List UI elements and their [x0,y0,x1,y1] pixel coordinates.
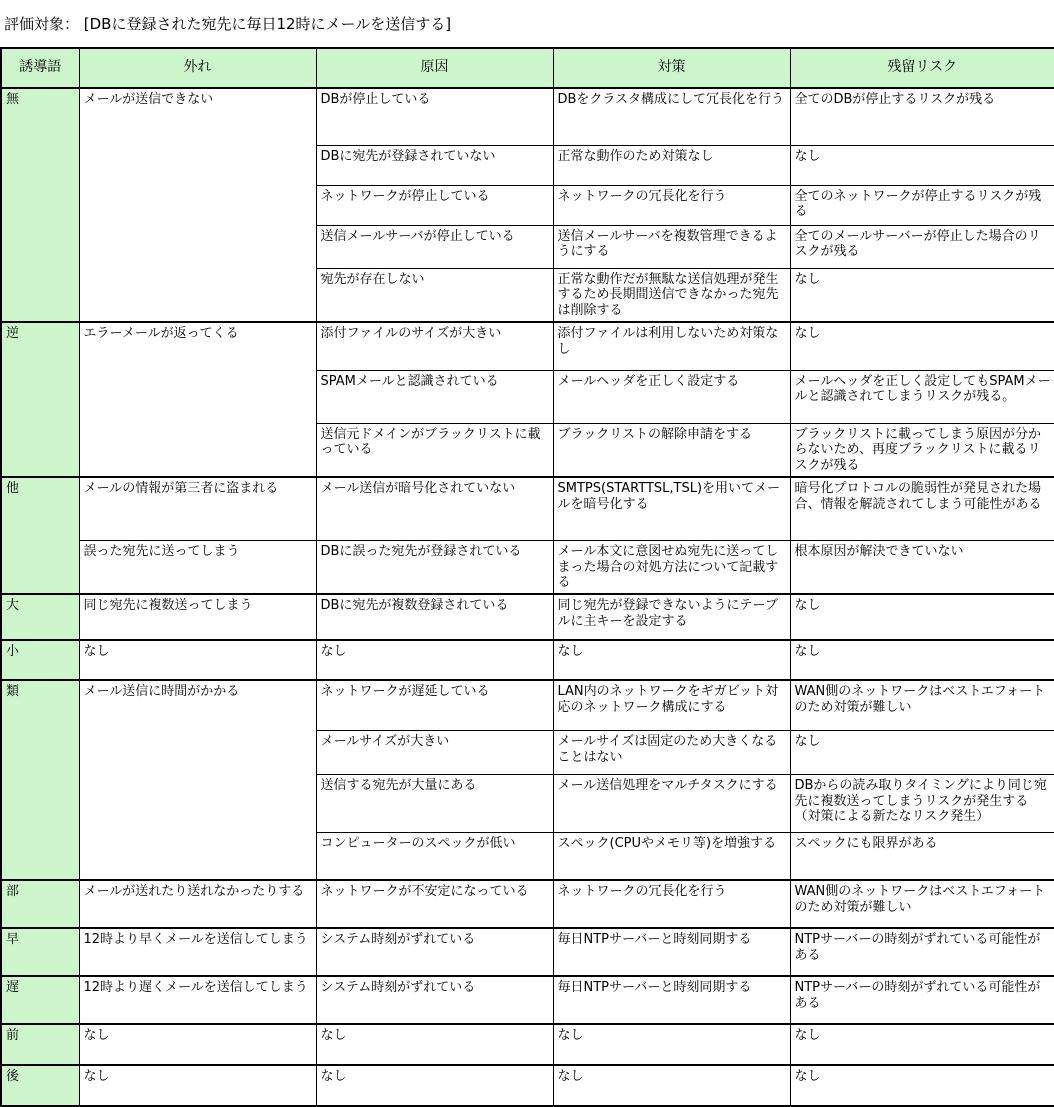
cell-cause: なし [316,640,553,680]
cell-cause: メール送信が暗号化されていない [316,477,553,540]
table-row [1,594,1054,640]
cell-cause: 送信メールサーバが停止している [316,225,553,268]
cell-cause: 添付ファイルのサイズが大きい [316,322,553,370]
cell-residual-risk: なし [790,145,1054,185]
cell-residual-risk: 根本原因が解決できていない [790,540,1054,594]
cell-residual-risk: なし [790,1065,1054,1106]
page-title: 評価対象： [DBに登録された宛先に毎日12時にメールを送信する] [4,15,452,33]
cell-guideword: 逆 [1,322,79,477]
table-row [1,976,1054,1024]
cell-deviation: メールの情報が第三者に盗まれる [79,477,316,540]
cell-measure: 送信メールサーバを複数管理できるようにする [553,225,790,268]
cell-residual-risk: WAN側のネットワークはベストエフォートのため対策が難しい [790,680,1054,730]
cell-residual-risk: なし [790,640,1054,680]
cell-guideword: 早 [1,928,79,976]
table-body [1,88,1054,1106]
cell-guideword: 大 [1,594,79,640]
cell-cause: なし [316,1065,553,1106]
table-header [1,48,1054,88]
table-row [1,1024,1054,1065]
cell-cause: ネットワークが遅延している [316,680,553,730]
cell-residual-risk: スペックにも限界がある [790,832,1054,880]
cell-deviation: エラーメールが返ってくる [79,322,316,477]
cell-measure: ブラックリストの解除申請をする [553,423,790,477]
table-row [1,928,1054,976]
column-header-deviation: 外れ [79,48,316,88]
cell-measure: なし [553,640,790,680]
cell-measure: メール本文に意図せぬ宛先に送ってしまった場合の対処方法について記載する [553,540,790,594]
cell-residual-risk: なし [790,1024,1054,1065]
cell-residual-risk: なし [790,322,1054,370]
cell-cause: ネットワークが不安定になっている [316,880,553,928]
cell-cause: SPAMメールと認識されている [316,370,553,423]
cell-cause: 送信する宛先が大量にある [316,774,553,832]
cell-guideword: 類 [1,680,79,880]
cell-deviation: 同じ宛先に複数送ってしまう [79,594,316,640]
cell-cause: DBが停止している [316,88,553,145]
cell-measure: SMTPS(STARTTSL,TSL)を用いてメールを暗号化する [553,477,790,540]
evaluation-target-title [0,0,1054,47]
cell-measure: 毎日NTPサーバーと時刻同期する [553,976,790,1024]
cell-guideword: 後 [1,1065,79,1106]
cell-residual-risk: メールヘッダを正しく設定してもSPAMメールと認識されてしまうリスクが残る。 [790,370,1054,423]
cell-cause: 送信元ドメインがブラックリストに載っている [316,423,553,477]
cell-cause: ネットワークが停止している [316,185,553,225]
cell-measure: メール送信処理をマルチタスクにする [553,774,790,832]
table-row [1,88,1054,145]
cell-measure: 毎日NTPサーバーと時刻同期する [553,928,790,976]
cell-guideword: 無 [1,88,79,322]
cell-guideword: 遅 [1,976,79,1024]
header-row [1,48,1054,88]
cell-cause: コンピューターのスペックが低い [316,832,553,880]
hazop-table [0,47,1054,1107]
column-header-residual-risk: 残留リスク [790,48,1054,88]
cell-guideword: 小 [1,640,79,680]
cell-residual-risk: なし [790,730,1054,774]
cell-deviation: 12時より遅くメールを送信してしまう [79,976,316,1024]
table-row [1,640,1054,680]
cell-deviation: なし [79,640,316,680]
cell-measure: DBをクラスタ構成にして冗長化を行う [553,88,790,145]
cell-guideword: 他 [1,477,79,594]
cell-deviation: 12時より早くメールを送信してしまう [79,928,316,976]
cell-residual-risk: なし [790,268,1054,322]
cell-measure: メールサイズは固定のため大きくなることはない [553,730,790,774]
cell-deviation: 誤った宛先に送ってしまう [79,540,316,594]
cell-residual-risk: 全てのネットワークが停止するリスクが残る [790,185,1054,225]
table-row [1,477,1054,540]
cell-measure: ネットワークの冗長化を行う [553,880,790,928]
table-row [1,322,1054,370]
cell-cause: DBに宛先が登録されていない [316,145,553,185]
cell-measure: スペック(CPUやメモリ等)を増強する [553,832,790,880]
cell-cause: 宛先が存在しない [316,268,553,322]
cell-measure: 添付ファイルは利用しないため対策なし [553,322,790,370]
cell-guideword: 部 [1,880,79,928]
cell-residual-risk: 全てのメールサーバーが停止した場合のリスクが残る [790,225,1054,268]
cell-residual-risk: NTPサーバーの時刻がずれている可能性がある [790,928,1054,976]
column-header-guideword: 誘導語 [1,48,79,88]
cell-guideword: 前 [1,1024,79,1065]
cell-measure: なし [553,1024,790,1065]
cell-residual-risk: DBからの読み取りタイミングにより同じ宛先に複数送ってしまうリスクが発生する（対策による新たなリスク発生） [790,774,1054,832]
cell-residual-risk: なし [790,594,1054,640]
cell-deviation: なし [79,1024,316,1065]
column-header-measure: 対策 [553,48,790,88]
cell-deviation: メール送信に時間がかかる [79,680,316,880]
table-row [1,880,1054,928]
cell-measure: 正常な動作だが無駄な送信処理が発生するため長期間送信できなかった宛先は削除する [553,268,790,322]
table-row [1,680,1054,730]
cell-deviation: メールが送れたり送れなかったりする [79,880,316,928]
cell-residual-risk: NTPサーバーの時刻がずれている可能性がある [790,976,1054,1024]
cell-deviation: なし [79,1065,316,1106]
table-row [1,1065,1054,1106]
column-header-cause: 原因 [316,48,553,88]
cell-measure: メールヘッダを正しく設定する [553,370,790,423]
cell-cause: DBに誤った宛先が登録されている [316,540,553,594]
cell-measure: ネットワークの冗長化を行う [553,185,790,225]
cell-residual-risk: WAN側のネットワークはベストエフォートのため対策が難しい [790,880,1054,928]
cell-residual-risk: 全てのDBが停止するリスクが残る [790,88,1054,145]
table-row [1,540,1054,594]
cell-residual-risk: ブラックリストに載ってしまう原因が分からないため、再度ブラックリストに載るリスクが残る [790,423,1054,477]
cell-cause: システム時刻がずれている [316,976,553,1024]
cell-cause: DBに宛先が複数登録されている [316,594,553,640]
cell-cause: システム時刻がずれている [316,928,553,976]
cell-cause: なし [316,1024,553,1065]
cell-measure: なし [553,1065,790,1106]
cell-measure: LAN内のネットワークをギガビット対応のネットワーク構成にする [553,680,790,730]
cell-measure: 正常な動作のため対策なし [553,145,790,185]
cell-deviation: メールが送信できない [79,88,316,322]
cell-cause: メールサイズが大きい [316,730,553,774]
cell-residual-risk: 暗号化プロトコルの脆弱性が発見された場合、情報を解読されてしまう可能性がある [790,477,1054,540]
cell-measure: 同じ宛先が登録できないようにテーブルに主キーを設定する [553,594,790,640]
